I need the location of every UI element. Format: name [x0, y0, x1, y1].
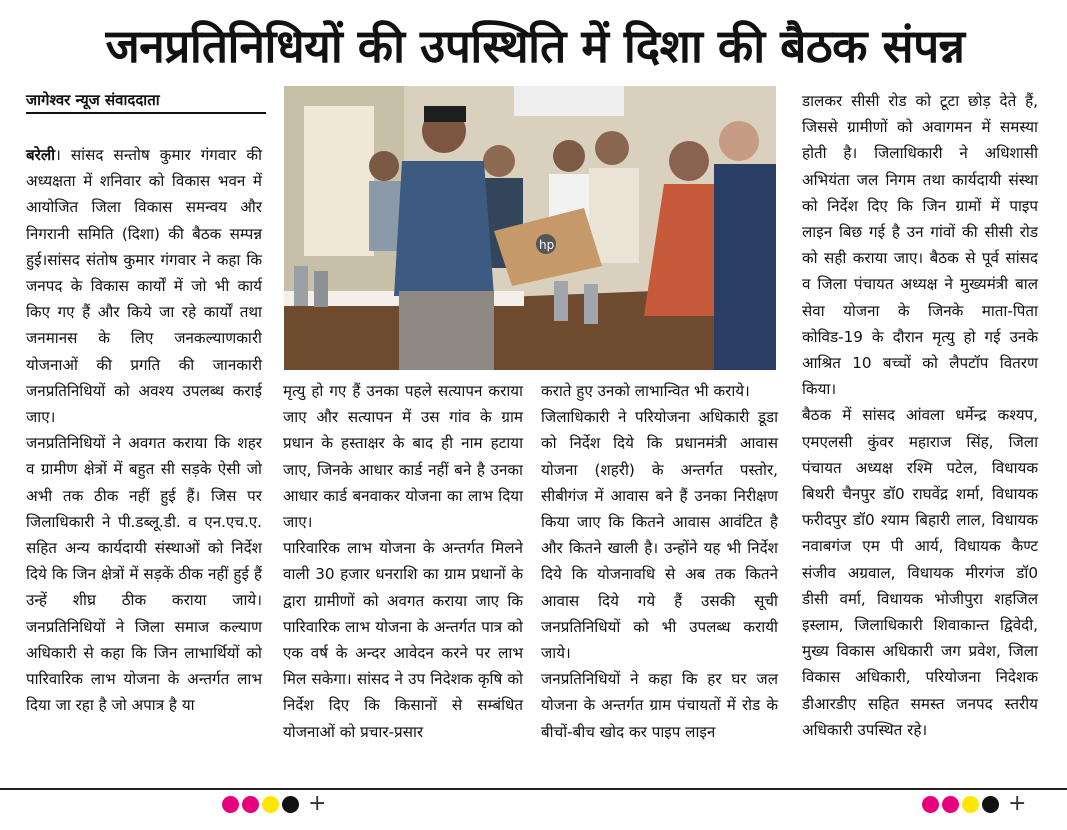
article-column-4: [802, 88, 1038, 743]
article-column-3: [541, 378, 778, 745]
headline: जनप्रतिनिधियों की उपस्थिति में दिशा की बैठक संपन्न: [105, 19, 965, 73]
previous-article-strip: [0, 0, 1067, 10]
byline: जागेश्वर न्यूज संवाददाता: [26, 90, 266, 114]
registration-marks-right: [922, 791, 1027, 816]
paragraph: बैठक में सांसद आंवला धर्मेन्द्र कश्यप, एमएलसी कुंवर महाराज सिंह, जिला पंचायत अध्यक्ष रश्मि पटेल, विधायक बिथरी चैनपुर डॉ0 राघवेंद्र शर्मा, विधायक फरीदपुर डॉ0 श्याम बिहारी लाल, विधायक नवाबगंज एम पी आर्य, विधायक कैण्ट संजीव अग्रवाल, विधायक मीरगंज डॉ0 डीसी वर्मा, विधायक भोजीपुरा शहजिल इस्लाम, जिलाधिकारी शिवाकान्त द्विवेदी, मुख्य विकास अधिकारी जग प्रवेश, जिला विकास अधिकारी, परियोजना निदेशक डीआरडीए सहित समस्त जनपद स्तरीय अधिकारी उपस्थित रहे।: [802, 406, 1038, 739]
magenta-dot: [242, 796, 259, 813]
dateline: बरेली: [26, 146, 56, 164]
black-dot: [282, 796, 299, 813]
article-column-2: [283, 378, 523, 745]
paragraph: जनप्रतिनिधियों ने अवगत कराया कि शहर व ग्रामीण क्षेत्रों में बहुत सी सड़के ऐसी जो अभी तक ठीक नहीं हुई हैं। जिस पर जिलाधिकारी ने पी.डब्लू.डी. व एन.एच.ए. सहित अन्य कार्यदायी संस्थाओं को निर्देश दिये कि जिन क्षेत्रों में सड़कें ठीक नहीं हुई हैं उन्हें शीघ्र ठीक कराया जाये। जनप्रतिनिधियों ने जिला समाज कल्याण अधिकारी से कहा कि जिन लाभार्थियों को पारिवारिक लाभ योजना के अन्तर्गत लाभ दिया जा रहा है जो अपात्र है या: [26, 434, 262, 715]
paragraph: जनप्रतिनिधियों ने कहा कि हर घर जल योजना के अन्तर्गत ग्राम पंचायतों में रोड के बीचों-बीच खोद कर पाइप लाइन: [541, 670, 778, 741]
magenta-dot: [942, 796, 959, 813]
paragraph: कराते हुए उनको लाभान्वित भी कराये।: [541, 382, 750, 400]
article-column-1: [26, 142, 262, 718]
news-photo: [284, 86, 776, 370]
plus-icon: +: [308, 791, 327, 816]
plus-icon: +: [1008, 791, 1027, 816]
paragraph: जिलाधिकारी ने परियोजना अधिकारी डूडा को निर्देश दिये कि प्रधानमंत्री आवास योजना (शहरी) के अन्तर्गत पस्तोर, सीबीगंज में आवास बने हैं उनका निरीक्षण किया जाए कि कितने आवास आवंटित है और कितने खाली है। उन्होंने यह भी निर्देश दिये कि योजनावधि से अब तक कितने आवास दिये गये हैं उसकी सूची जनप्रतिनिधियों को भी उपलब्ध करायी जाये।: [541, 408, 778, 663]
yellow-dot: [962, 796, 979, 813]
magenta-dot: [922, 796, 939, 813]
magenta-dot: [222, 796, 239, 813]
paragraph: पारिवारिक लाभ योजना के अन्तर्गत मिलने वाली 30 हजार धनराशि का ग्राम प्रधानों के द्वारा ग्रामीणों को अवगत कराया जाए कि पारिवारिक लाभ योजना के अन्तर्गत पात्र को एक वर्ष के अन्दर आवेदन करने पर लाभ मिल सकेगा। सांसद ने उप निदेशक कृषि को निर्देश दिए कि किसानों से सम्बंधित योजनाओं को प्रचार-प्रसार: [283, 539, 523, 741]
bottom-rule: [0, 788, 1067, 790]
paragraph: मृत्यु हो गए हैं उनका पहले सत्यापन कराया जाए और सत्यापन में उस गांव के ग्राम प्रधान के हस्ताक्षर के बाद ही नाम हटाया जाए, जिनके आधार कार्ड नहीं बने है उनका आधार कार्ड बनवाकर योजना का लाभ दिया जाए।: [283, 382, 523, 532]
registration-marks-left: [222, 791, 327, 816]
yellow-dot: [262, 796, 279, 813]
box-logo: hp: [539, 238, 555, 252]
black-dot: [982, 796, 999, 813]
paragraph: । सांसद सन्तोष कुमार गंगवार की अध्यक्षता में शनिवार को विकास भवन में आयोजित जिला विकास समन्वय और निगरानी समिति (दिशा) की बैठक सम्पन्न हुई।सांसद संतोष कुमार गंगवार ने कहा कि जनपद के विकास कार्यों में जो भी कार्य किए गए हैं और किये जा रहे कार्यों तथा जनमानस के लिए जनकल्याणकारी योजनाओं की प्रगति की जानकारी जनप्रतिनिधियों को अवश्य उपलब्ध कराई जाए।: [26, 146, 262, 427]
paragraph: डालकर सीसी रोड को टूटा छोड़ देते हैं, जिससे ग्रामीणों को अवागमन में समस्या होती है। जिलाधिकारी ने अधिशासी अभियंता जल निगम तथा कार्यदायी संस्था को निर्देश दिए कि जिन ग्रामों में पाइप लाइन बिछ गई है उन गांवों की सीसी रोड को सही कराया जाए। बैठक से पूर्व सांसद व जिला पंचायत अध्यक्ष ने मुख्यमंत्री बाल सेवा योजना के जिनके माता-पिता कोविड-19 के दौरान मृत्यु हो गई उनके आश्रित 10 बच्चों को लैपटॉप वितरण किया।: [802, 92, 1038, 399]
